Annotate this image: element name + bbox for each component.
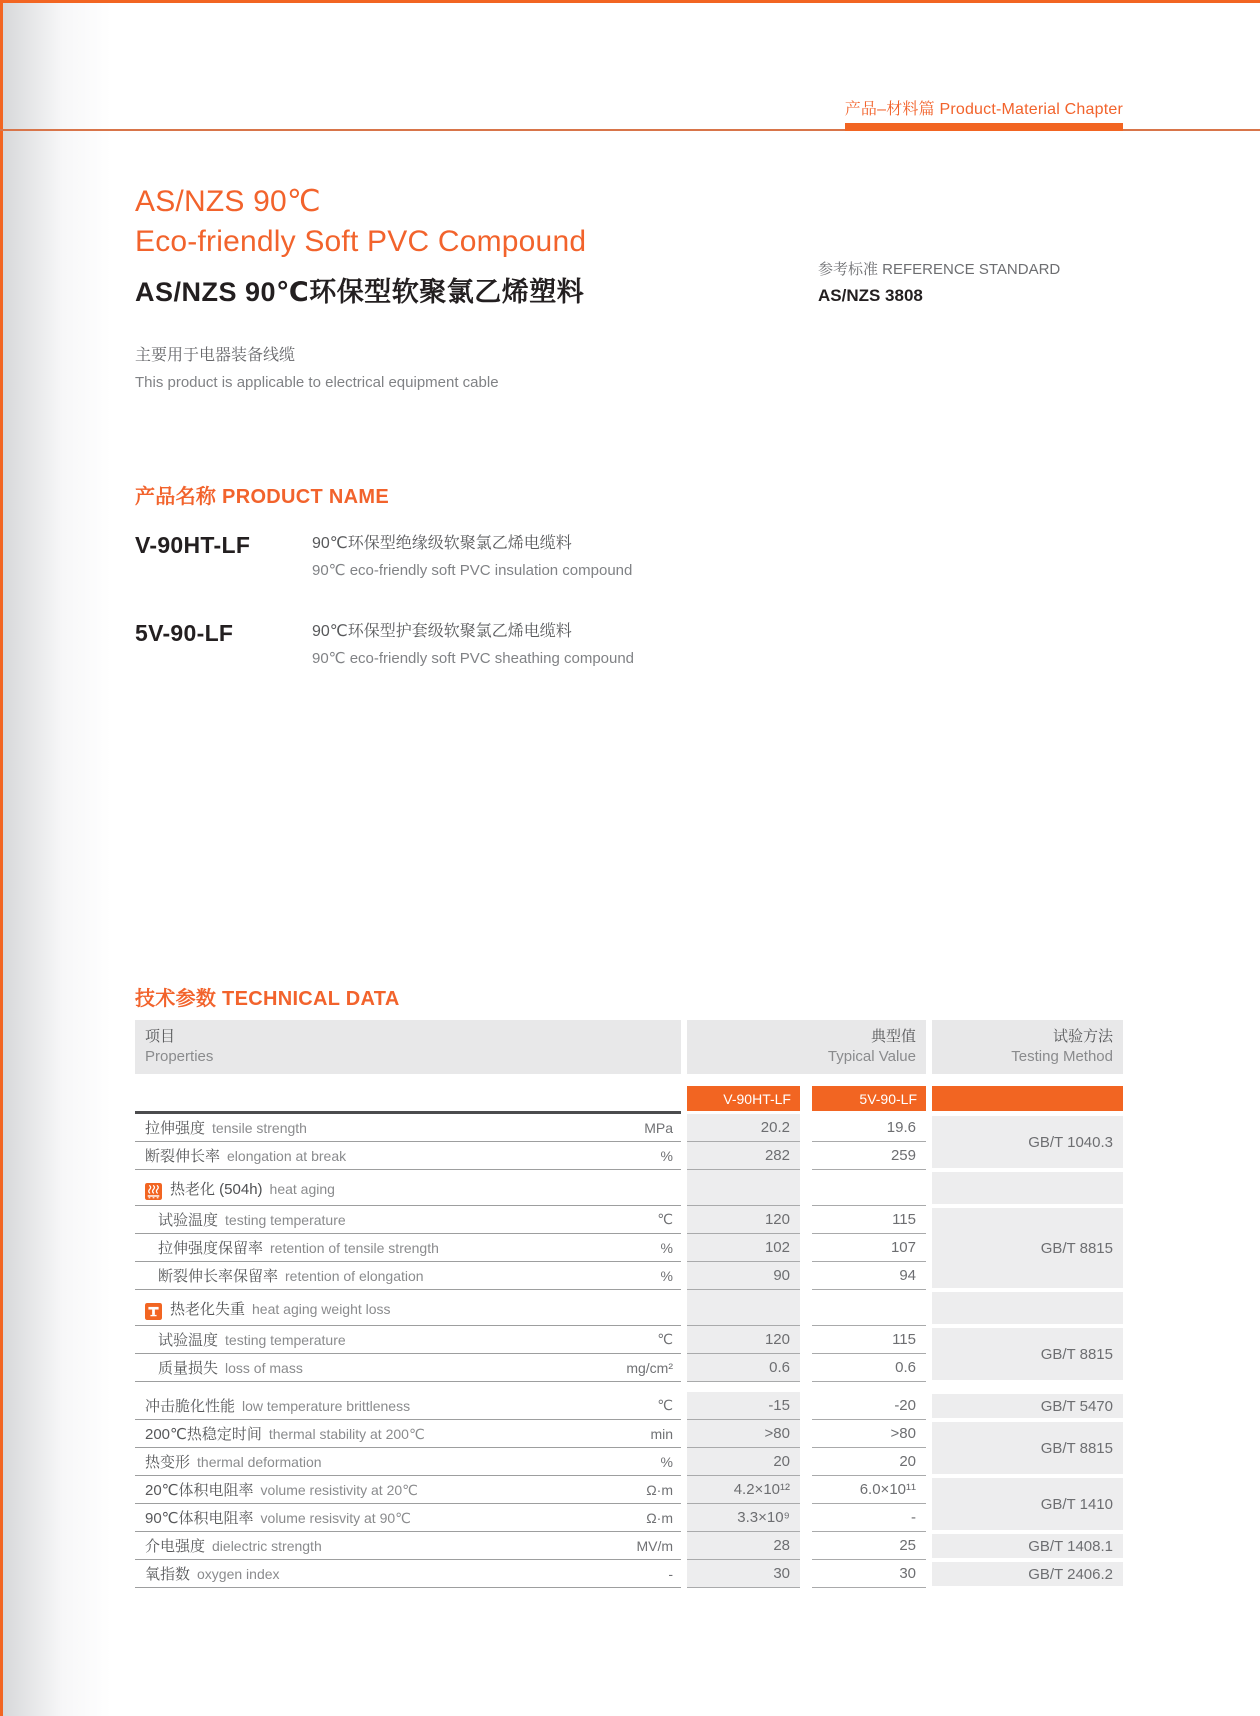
property-label-en: oxygen index <box>197 1566 280 1582</box>
table-property-cell <box>135 1326 681 1354</box>
property-unit: Ω·m <box>646 1509 673 1526</box>
table-value-v90ht-lf: >80 <box>687 1420 800 1448</box>
table-value-5v-90-lf: - <box>812 1504 926 1532</box>
table-subheader-properties-blank <box>135 1086 681 1114</box>
property-unit: % <box>660 1267 673 1284</box>
property-label-zh: 试验温度 <box>158 1332 219 1349</box>
table-header-properties-zh: 项目 <box>145 1028 176 1045</box>
title-block <box>135 182 586 309</box>
table-testing-method-cell: GB/T 8815 <box>932 1326 1123 1382</box>
title-chinese: AS/NZS 90℃环保型软聚氯乙烯塑料 <box>135 277 585 307</box>
property-label <box>170 1178 673 1199</box>
property-label <box>145 1395 649 1416</box>
property-unit: ℃ <box>657 1211 673 1227</box>
table-testing-method-cell <box>932 1290 1123 1326</box>
property-label-en: thermal deformation <box>197 1454 322 1470</box>
property-unit: mg/cm² <box>626 1359 673 1376</box>
chapter-underline-bar <box>845 123 1123 131</box>
property-label <box>145 1479 638 1500</box>
table-value-v90ht-lf: 120 <box>687 1326 800 1354</box>
property-label <box>145 1451 653 1472</box>
property-label-en: retention of tensile strength <box>270 1240 439 1256</box>
property-label-en: tensile strength <box>212 1120 307 1136</box>
property-label-en: heat aging <box>269 1181 335 1197</box>
property-label-zh: 质量损失 <box>158 1360 219 1377</box>
table-value-5v-90-lf: 259 <box>812 1142 926 1170</box>
table-value-v90ht-lf: 20.2 <box>687 1114 800 1142</box>
product-description <box>312 618 835 667</box>
column-header-testing-blank <box>932 1086 1123 1114</box>
property-label <box>158 1265 653 1286</box>
technical-data-table <box>135 1086 1123 1588</box>
property-label-zh: 冲击脆化性能 <box>145 1398 236 1415</box>
property-label <box>145 1145 653 1166</box>
table-property-cell <box>135 1476 681 1504</box>
property-label <box>158 1329 649 1350</box>
table-value-v90ht-lf: 30 <box>687 1560 800 1588</box>
property-label-en: volume resistivity at 20℃ <box>260 1482 418 1498</box>
product-item <box>135 618 835 667</box>
table-value-v90ht-lf: 282 <box>687 1142 800 1170</box>
page-edge-shadow <box>3 0 111 1716</box>
table-value-v90ht-lf <box>687 1170 800 1206</box>
title-line2: Eco-friendly Soft PVC Compound <box>135 225 587 258</box>
property-unit: % <box>660 1453 673 1470</box>
property-label-zh: 20℃体积电阻率 <box>145 1482 254 1499</box>
table-value-5v-90-lf: 115 <box>812 1206 926 1234</box>
table-value-5v-90-lf: 115 <box>812 1326 926 1354</box>
table-property-cell <box>135 1448 681 1476</box>
property-unit: % <box>660 1239 673 1256</box>
property-unit: MV/m <box>636 1537 673 1554</box>
table-header-testing-zh: 试验方法 <box>1052 1028 1113 1045</box>
reference-standard-value: AS/NZS 3808 <box>818 286 923 305</box>
table-value-5v-90-lf: 25 <box>812 1532 926 1560</box>
property-label <box>145 1535 628 1556</box>
property-label <box>145 1423 642 1444</box>
product-desc-zh: 90℃环保型护套级软聚氯乙烯电缆料 <box>312 623 572 640</box>
table-testing-method-cell: GB/T 8815 <box>932 1206 1123 1290</box>
property-label-en: low temperature brittleness <box>242 1398 411 1414</box>
table-header-testing-en: Testing Method <box>1011 1048 1113 1065</box>
product-desc-en: 90℃ eco-friendly soft PVC insulation compound <box>312 562 633 579</box>
property-label-en: thermal stability at 200℃ <box>268 1426 425 1442</box>
table-property-cell <box>135 1532 681 1560</box>
table-header-row <box>135 1020 1123 1074</box>
table-property-cell <box>135 1392 681 1420</box>
application-en: This product is applicable to electrical equipment cable <box>135 374 499 391</box>
chapter-heading: 产品–材料篇 Product-Material Chapter <box>844 101 1123 118</box>
table-testing-method-cell: GB/T 5470 <box>932 1392 1123 1420</box>
table-section-row <box>135 1290 681 1326</box>
page-left-accent-line <box>0 0 3 1716</box>
property-unit: MPa <box>644 1119 673 1136</box>
property-unit: ℃ <box>657 1331 673 1347</box>
property-label <box>145 1563 660 1584</box>
property-label-zh: 断裂伸长率 <box>145 1148 221 1165</box>
property-label <box>158 1357 618 1378</box>
property-label <box>145 1507 638 1528</box>
table-property-cell <box>135 1504 681 1532</box>
property-label-en: volume resisvity at 90℃ <box>260 1510 411 1526</box>
property-label <box>170 1298 673 1319</box>
table-value-v90ht-lf: -15 <box>687 1392 800 1420</box>
property-label-zh: 试验温度 <box>158 1212 219 1229</box>
product-code: 5V-90-LF <box>135 620 234 646</box>
table-value-5v-90-lf: 0.6 <box>812 1354 926 1382</box>
table-header-properties-en: Properties <box>145 1048 214 1065</box>
table-header-testing-method <box>932 1020 1123 1074</box>
table-value-5v-90-lf: >80 <box>812 1420 926 1448</box>
property-label-en: dielectric strength <box>212 1538 322 1554</box>
property-label <box>158 1237 653 1258</box>
table-value-5v-90-lf: 30 <box>812 1560 926 1588</box>
table-testing-method-cell: GB/T 2406.2 <box>932 1560 1123 1588</box>
table-value-5v-90-lf: 20 <box>812 1448 926 1476</box>
title-line1: AS/NZS 90℃ <box>135 185 321 218</box>
product-item <box>135 530 835 579</box>
table-section-row <box>135 1170 681 1206</box>
table-property-cell <box>135 1206 681 1234</box>
table-value-v90ht-lf <box>687 1290 800 1326</box>
property-unit: % <box>660 1147 673 1164</box>
property-unit: - <box>668 1565 673 1582</box>
technical-data-heading: 技术参数 TECHNICAL DATA <box>135 988 400 1010</box>
table-value-5v-90-lf: 6.0×10¹¹ <box>812 1476 926 1504</box>
property-label-en: testing temperature <box>225 1332 346 1348</box>
reference-standard-block <box>818 258 1060 306</box>
property-label-en: loss of mass <box>225 1360 303 1376</box>
reference-standard-label: 参考标准 REFERENCE STANDARD <box>818 261 1061 278</box>
product-desc-en: 90℃ eco-friendly soft PVC sheathing compound <box>312 650 635 667</box>
table-testing-method-cell: GB/T 1410 <box>932 1476 1123 1532</box>
table-header-typical-en: Typical Value <box>827 1048 916 1065</box>
property-label-zh: 热老化 (504h) <box>170 1181 263 1198</box>
table-testing-method-cell: GB/T 8815 <box>932 1420 1123 1476</box>
table-value-v90ht-lf: 90 <box>687 1262 800 1290</box>
property-label-zh: 拉伸强度 <box>145 1120 206 1137</box>
table-testing-method-cell <box>932 1170 1123 1206</box>
property-label-zh: 200℃热稳定时间 <box>145 1426 262 1443</box>
table-value-v90ht-lf: 4.2×10¹² <box>687 1476 800 1504</box>
product-desc-zh: 90℃环保型绝缘级软聚氯乙烯电缆料 <box>312 535 572 552</box>
product-description <box>312 530 835 579</box>
property-label-zh: 拉伸强度保留率 <box>158 1240 264 1257</box>
table-property-cell <box>135 1114 681 1142</box>
application-zh: 主要用于电器装备线缆 <box>135 347 296 364</box>
table-property-cell <box>135 1420 681 1448</box>
table-value-5v-90-lf: 107 <box>812 1234 926 1262</box>
property-label-en: elongation at break <box>227 1148 347 1164</box>
table-value-v90ht-lf: 120 <box>687 1206 800 1234</box>
table-property-cell <box>135 1142 681 1170</box>
property-label <box>158 1209 649 1230</box>
property-label-en: heat aging weight loss <box>252 1301 391 1317</box>
table-property-cell <box>135 1234 681 1262</box>
column-header-5v-90-lf: 5V-90-LF <box>812 1086 926 1114</box>
table-value-v90ht-lf: 20 <box>687 1448 800 1476</box>
property-label-en: retention of elongation <box>285 1268 424 1284</box>
table-value-5v-90-lf <box>812 1170 926 1206</box>
table-value-5v-90-lf <box>812 1290 926 1326</box>
table-value-5v-90-lf: 19.6 <box>812 1114 926 1142</box>
property-unit: Ω·m <box>646 1481 673 1498</box>
table-property-cell <box>135 1262 681 1290</box>
property-unit: min <box>650 1425 673 1442</box>
table-property-cell <box>135 1354 681 1382</box>
property-label-zh: 热老化失重 <box>170 1301 246 1318</box>
table-value-v90ht-lf: 3.3×10⁹ <box>687 1504 800 1532</box>
heat-aging-icon <box>145 1183 162 1200</box>
page-top-accent-line <box>0 0 1260 3</box>
column-header-v90ht-lf: V-90HT-LF <box>687 1086 800 1114</box>
property-label-zh: 氧指数 <box>145 1566 191 1583</box>
property-unit: ℃ <box>657 1397 673 1413</box>
table-property-cell <box>135 1560 681 1588</box>
table-header-typical-zh: 典型值 <box>870 1028 916 1045</box>
property-label-zh: 断裂伸长率保留率 <box>158 1268 279 1285</box>
table-value-5v-90-lf: 94 <box>812 1262 926 1290</box>
table-header-properties <box>135 1020 681 1074</box>
table-value-v90ht-lf: 0.6 <box>687 1354 800 1382</box>
title-english <box>135 182 586 262</box>
property-label-zh: 介电强度 <box>145 1538 206 1555</box>
table-value-5v-90-lf: -20 <box>812 1392 926 1420</box>
table-testing-method-cell: GB/T 1040.3 <box>932 1114 1123 1170</box>
table-header-typical-value <box>687 1020 926 1074</box>
application-block <box>135 342 499 391</box>
table-testing-method-cell: GB/T 1408.1 <box>932 1532 1123 1560</box>
weight-loss-icon <box>145 1303 162 1320</box>
property-label-en: testing temperature <box>225 1212 346 1228</box>
product-name-heading: 产品名称 PRODUCT NAME <box>135 486 389 508</box>
property-label-zh: 90℃体积电阻率 <box>145 1510 254 1527</box>
property-label <box>145 1117 636 1138</box>
table-value-v90ht-lf: 102 <box>687 1234 800 1262</box>
property-label-zh: 热变形 <box>145 1454 191 1471</box>
table-value-v90ht-lf: 28 <box>687 1532 800 1560</box>
product-code: V-90HT-LF <box>135 532 251 558</box>
